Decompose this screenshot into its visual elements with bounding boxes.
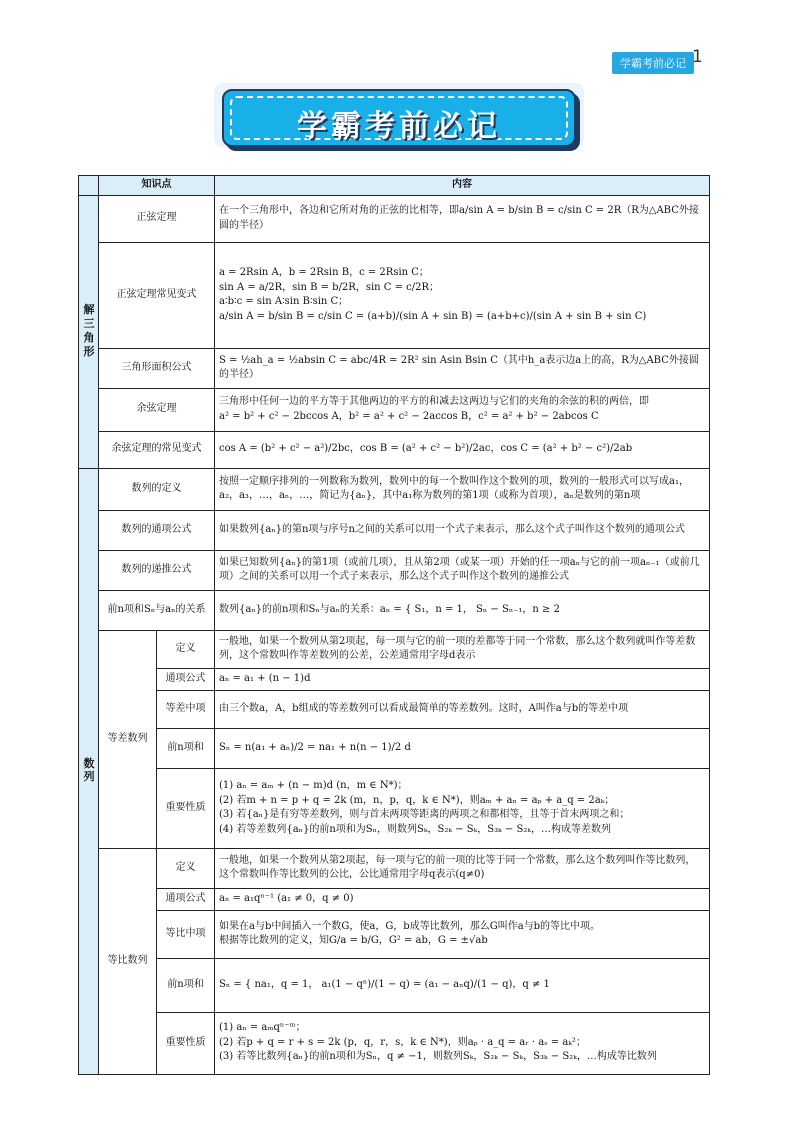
knowledge-table	[78, 175, 710, 1075]
subtopic-label: 通项公式	[157, 888, 215, 910]
table-row	[79, 1012, 710, 1074]
subtopic-label: 通项公式	[157, 668, 215, 690]
content-cell: aₙ = a₁qⁿ⁻¹ (a₁ ≠ 0，q ≠ 0)	[215, 888, 710, 910]
subtopic-label: 重要性质	[157, 768, 215, 848]
table-row	[79, 728, 710, 768]
header-content: 内容	[215, 176, 710, 196]
topic-label: 前n项和Sₙ与aₙ的关系	[99, 590, 215, 630]
content-cell: 如果数列{aₙ}的第n项与序号n之间的关系可以用一个式子来表示，那么这个式子叫作这个数列的通项公式	[215, 510, 710, 550]
table-row	[79, 958, 710, 1012]
table-row	[79, 630, 710, 668]
table-row	[79, 431, 710, 468]
table-row	[79, 242, 710, 348]
table-header-row	[79, 176, 710, 196]
section-label: 数列	[79, 468, 99, 1074]
table-row	[79, 590, 710, 630]
content-cell: 三角形中任何一边的平方等于其他两边的平方的和减去这两边与它们的夹角的余弦的积的两倍，即 a² = b² + c² − 2bccos A，b² = a² + c² − 2accos B，c² = a² + b² − 2abcos C	[215, 388, 710, 431]
content-cell: 如果已知数列{aₙ}的第1项（或前几项），且从第2项（或某一项）开始的任一项aₙ与它的前一项aₙ₋₁（或前几项）之间的关系可以用一个式子来表示，那么这个式子叫作这个数列的递推公式	[215, 550, 710, 590]
table-row	[79, 195, 710, 242]
topic-label: 三角形面积公式	[99, 348, 215, 388]
table-row	[79, 910, 710, 958]
banner-title: 学霸考前必记	[297, 109, 501, 144]
topic-label: 正弦定理	[99, 195, 215, 242]
topic-label: 数列的通项公式	[99, 510, 215, 550]
table-row	[79, 690, 710, 728]
topic-label: 等比数列	[99, 848, 157, 1074]
table-row	[79, 848, 710, 888]
table-row	[79, 888, 710, 910]
content-cell: 由三个数a，A，b组成的等差数列可以看成最简单的等差数列。这时，A叫作a与b的等差中项	[215, 690, 710, 728]
content-cell: S = ½ah_a = ½absin C = abc/4R = 2R² sin Asin Bsin C（其中h_a表示边a上的高，R为△ABC外接圆的半径）	[215, 348, 710, 388]
header-corner	[79, 176, 99, 196]
topic-label: 数列的定义	[99, 468, 215, 510]
subtopic-label: 等差中项	[157, 690, 215, 728]
table-row	[79, 348, 710, 388]
content-cell: 一般地，如果一个数列从第2项起，每一项与它的前一项的差都等于同一个常数，那么这个数列就叫作等差数列，这个常数叫作等差数列的公差，公差通常用字母d表示	[215, 630, 710, 668]
subtopic-label: 等比中项	[157, 910, 215, 958]
content-cell: Sₙ = n(a₁ + aₙ)/2 = na₁ + n(n − 1)/2 d	[215, 728, 710, 768]
content-cell: 如果在a与b中间插入一个数G，使a，G，b成等比数列，那么G叫作a与b的等比中项。 根据等比数列的定义，知G/a = b/G，G² = ab，G = ±√ab	[215, 910, 710, 958]
content-cell: cos A = (b² + c² − a²)/2bc，cos B = (a² + c² − b²)/2ac，cos C = (a² + b² − c²)/2ab	[215, 431, 710, 468]
subtopic-label: 定义	[157, 848, 215, 888]
table-row	[79, 388, 710, 431]
content-cell: 数列{aₙ}的前n项和Sₙ与aₙ的关系：aₙ = { S₁，n = 1， Sₙ − Sₙ₋₁，n ≥ 2	[215, 590, 710, 630]
page-number: 1	[692, 47, 703, 67]
table-row	[79, 668, 710, 690]
content-cell: 一般地，如果一个数列从第2项起，每一项与它的前一项的比等于同一个常数，那么这个数列叫作等比数列，这个常数叫作等比数列的公比，公比通常用字母q表示(q≠0)	[215, 848, 710, 888]
subtopic-label: 重要性质	[157, 1012, 215, 1074]
content-cell: (1) aₙ = aₘ + (n − m)d (n，m ∈ N*)； (2) 若m + n = p + q = 2k (m，n，p，q，k ∈ N*)，则aₘ + aₙ = aₚ + a_q = 2aₖ； (3) 若{aₙ}是有穷等差数列，则与首末两项等距离的两项之和都相等，且等于首末两项之和； (4) 若等差数列{aₙ}的前n项和为Sₙ，则数列Sₖ，S₂ₖ − Sₖ，S₃ₖ − S₂ₖ，…构成等差数列	[215, 768, 710, 848]
banner	[222, 89, 576, 147]
content-cell: aₙ = a₁ + (n − 1)d	[215, 668, 710, 690]
table-row	[79, 468, 710, 510]
table-row	[79, 510, 710, 550]
topic-label: 正弦定理常见变式	[99, 242, 215, 348]
topic-label: 数列的递推公式	[99, 550, 215, 590]
subtopic-label: 定义	[157, 630, 215, 668]
content-cell: 在一个三角形中，各边和它所对角的正弦的比相等，即a/sin A = b/sin B = c/sin C = 2R（R为△ABC外接圆的半径）	[215, 195, 710, 242]
content-cell: a = 2Rsin A，b = 2Rsin B，c = 2Rsin C； sin A = a/2R，sin B = b/2R，sin C = c/2R； a∶b∶c = sin A∶sin B∶sin C； a/sin A = b/sin B = c/sin C = (a+b)/(sin A + sin B) = (a+b+c)/(sin A + sin B + sin C)	[215, 242, 710, 348]
header-tag: 学霸考前必记	[612, 52, 694, 74]
topic-label: 余弦定理的常见变式	[99, 431, 215, 468]
topic-label: 余弦定理	[99, 388, 215, 431]
header-knowledge-point: 知识点	[99, 176, 215, 196]
table-row	[79, 768, 710, 848]
subtopic-label: 前n项和	[157, 958, 215, 1012]
section-label: 解三角形	[79, 195, 99, 468]
table-row	[79, 550, 710, 590]
content-cell: Sₙ = { na₁，q = 1， a₁(1 − qⁿ)/(1 − q) = (a₁ − aₙq)/(1 − q)，q ≠ 1	[215, 958, 710, 1012]
content-cell: (1) aₙ = aₘqⁿ⁻ᵐ； (2) 若p + q = r + s = 2k (p，q，r，s，k ∈ N*)，则aₚ · a_q = aᵣ · aₛ = aₖ²； (3) 若等比数列{aₙ}的前n项和为Sₙ，q ≠ −1，则数列Sₖ，S₂ₖ − Sₖ，S₃ₖ − S₂ₖ，…构成等比数列	[215, 1012, 710, 1074]
content-cell: 按照一定顺序排列的一列数称为数列，数列中的每一个数叫作这个数列的项，数列的一般形式可以写成a₁，a₂，a₃，…，aₙ，…，简记为{aₙ}，其中a₁称为数列的第1项（或称为首项），aₙ是数列的第n项	[215, 468, 710, 510]
topic-label: 等差数列	[99, 630, 157, 848]
subtopic-label: 前n项和	[157, 728, 215, 768]
